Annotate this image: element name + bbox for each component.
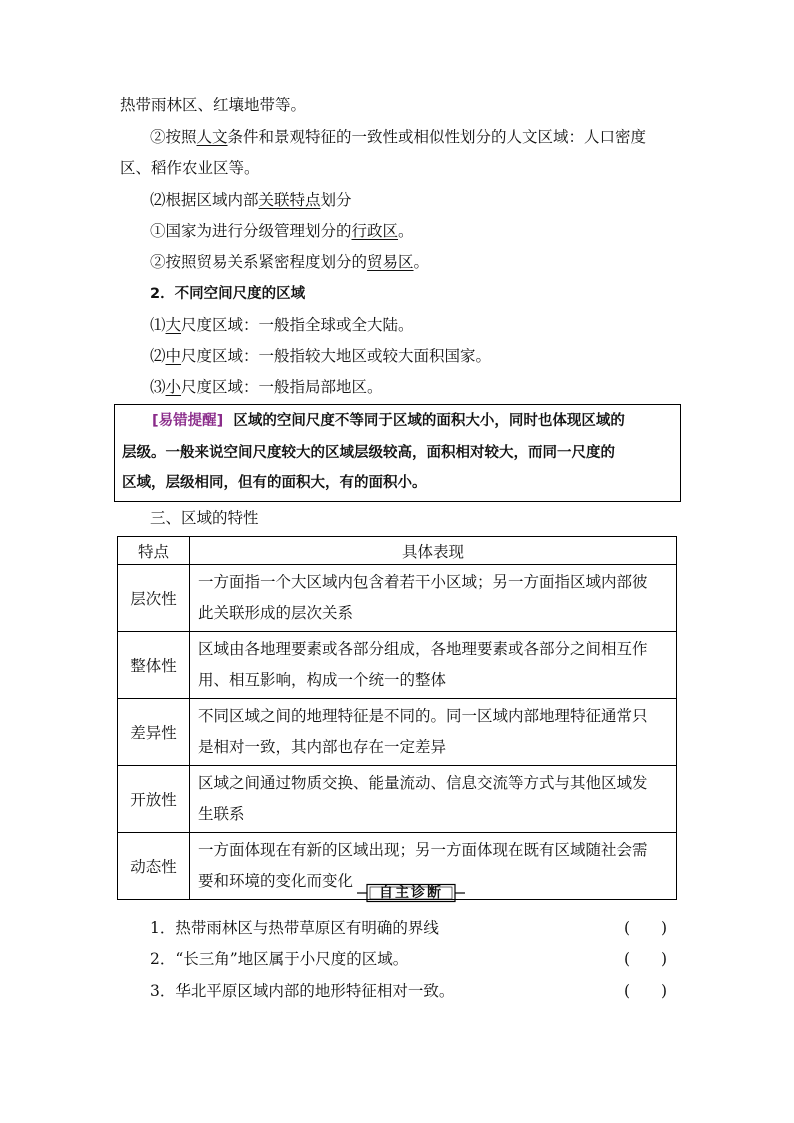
row-desc-line2: 要和环境的变化而变化	[198, 872, 354, 890]
line-4-underline: 关联特点	[258, 191, 321, 209]
row-desc-line2: 生联系	[198, 805, 245, 823]
header-feature: 特点	[118, 537, 190, 565]
line-3: 区、稻作农业区等。	[120, 159, 260, 177]
line-10-underline: 小	[165, 378, 182, 396]
row-desc	[190, 565, 677, 632]
row-name: 开放性	[118, 766, 190, 833]
line-2	[150, 126, 646, 148]
row-desc-line1: 区域由各地理要素或各部分组成，各地理要素或各部分之间相互作	[198, 640, 648, 658]
row-name: 差异性	[118, 699, 190, 766]
row-desc-line1: 一方面体现在有新的区域出现；另一方面体现在既有区域随社会需	[198, 841, 648, 859]
line-2-pre: ②按照	[150, 128, 197, 146]
line-4-post: 划分	[320, 191, 352, 209]
answer-paren-2[interactable]: ( )	[624, 950, 668, 968]
line-9-underline: 中	[165, 347, 182, 365]
warning-line-3: 区域，层级相同，但有的面积大，有的面积小。	[122, 475, 427, 491]
warning-line-1	[152, 410, 625, 432]
line-6-pre: ②按照贸易关系紧密程度划分的	[150, 253, 368, 271]
row-desc	[190, 766, 677, 833]
row-desc-line1: 一方面指一个大区域内包含着若干小区域；另一方面指区域内部彼	[198, 573, 648, 591]
line-2-post: 条件和景观特征的一致性或相似性划分的人文区域：人口密度	[227, 128, 647, 146]
error-warning-box	[114, 404, 681, 502]
line-8-underline: 大	[165, 316, 182, 334]
line-6-underline: 贸易区	[367, 253, 414, 271]
line-5	[150, 220, 414, 242]
row-desc	[190, 632, 677, 699]
line-9-pre: ⑵	[150, 347, 166, 365]
line-1: 热带雨林区、红壤地带等。	[120, 96, 307, 114]
line-4-pre: ⑵根据区域内部	[150, 191, 259, 209]
row-desc-line1: 区域之间通过物质交换、能量流动、信息交流等方式与其他区域发	[198, 774, 648, 792]
row-desc-line2: 此关联形成的层次关系	[198, 604, 354, 622]
line-6-post: 。	[413, 253, 430, 271]
line-8	[150, 314, 414, 336]
row-name: 整体性	[118, 632, 190, 699]
warning-text-1: 区域的空间尺度不等同于区域的面积大小，同时也体现区域的	[233, 413, 625, 429]
line-10-post: 尺度区域：一般指局部地区。	[181, 378, 383, 396]
line-9	[150, 345, 491, 367]
table-row	[118, 766, 677, 833]
section-2-heading: 2．不同空间尺度的区域	[150, 286, 306, 302]
line-10	[150, 376, 383, 398]
answer-paren-3[interactable]: ( )	[624, 982, 668, 1000]
line-2-underline: 人文	[196, 128, 228, 146]
table-row	[118, 699, 677, 766]
line-9-post: 尺度区域：一般指较大地区或较大面积国家。	[181, 347, 492, 365]
section-3-title: 三、区域的特性	[150, 509, 259, 527]
features-table	[117, 536, 677, 900]
question-2: 2．“长三角”地区属于小尺度的区域。	[150, 950, 409, 968]
header-description: 具体表现	[190, 537, 677, 565]
line-8-post: 尺度区域：一般指全球或全大陆。	[181, 316, 414, 334]
warning-tag: [易错提醒]	[152, 413, 224, 429]
self-diagnosis-banner	[357, 883, 465, 903]
line-5-post: 。	[398, 222, 414, 240]
table-row	[118, 632, 677, 699]
line-4	[150, 189, 352, 211]
row-desc	[190, 699, 677, 766]
warning-line-2: 层级。一般来说空间尺度较大的区域层级较高，面积相对较大，而同一尺度的	[122, 445, 615, 461]
line-6	[150, 251, 429, 273]
line-5-underline: 行政区	[351, 222, 399, 240]
row-name: 层次性	[118, 565, 190, 632]
question-3: 3．华北平原区域内部的地形特征相对一致。	[150, 982, 455, 1000]
line-10-pre: ⑶	[150, 378, 166, 396]
row-desc-line2: 用、相互影响，构成一个统一的整体	[198, 671, 447, 689]
row-desc-line1: 不同区域之间的地理特征是不同的。同一区域内部地理特征通常只	[198, 707, 648, 725]
row-desc-line2: 是相对一致，其内部也存在一定差异	[198, 738, 447, 756]
row-name: 动态性	[118, 833, 190, 900]
banner-label: 自主诊断	[379, 885, 443, 901]
answer-paren-1[interactable]: ( )	[624, 919, 668, 937]
line-8-pre: ⑴	[150, 316, 166, 334]
line-5-pre: ①国家为进行分级管理划分的	[150, 222, 352, 240]
table-row	[118, 565, 677, 632]
question-1: 1．热带雨林区与热带草原区有明确的界线	[150, 919, 439, 937]
table-header-row	[118, 537, 677, 565]
